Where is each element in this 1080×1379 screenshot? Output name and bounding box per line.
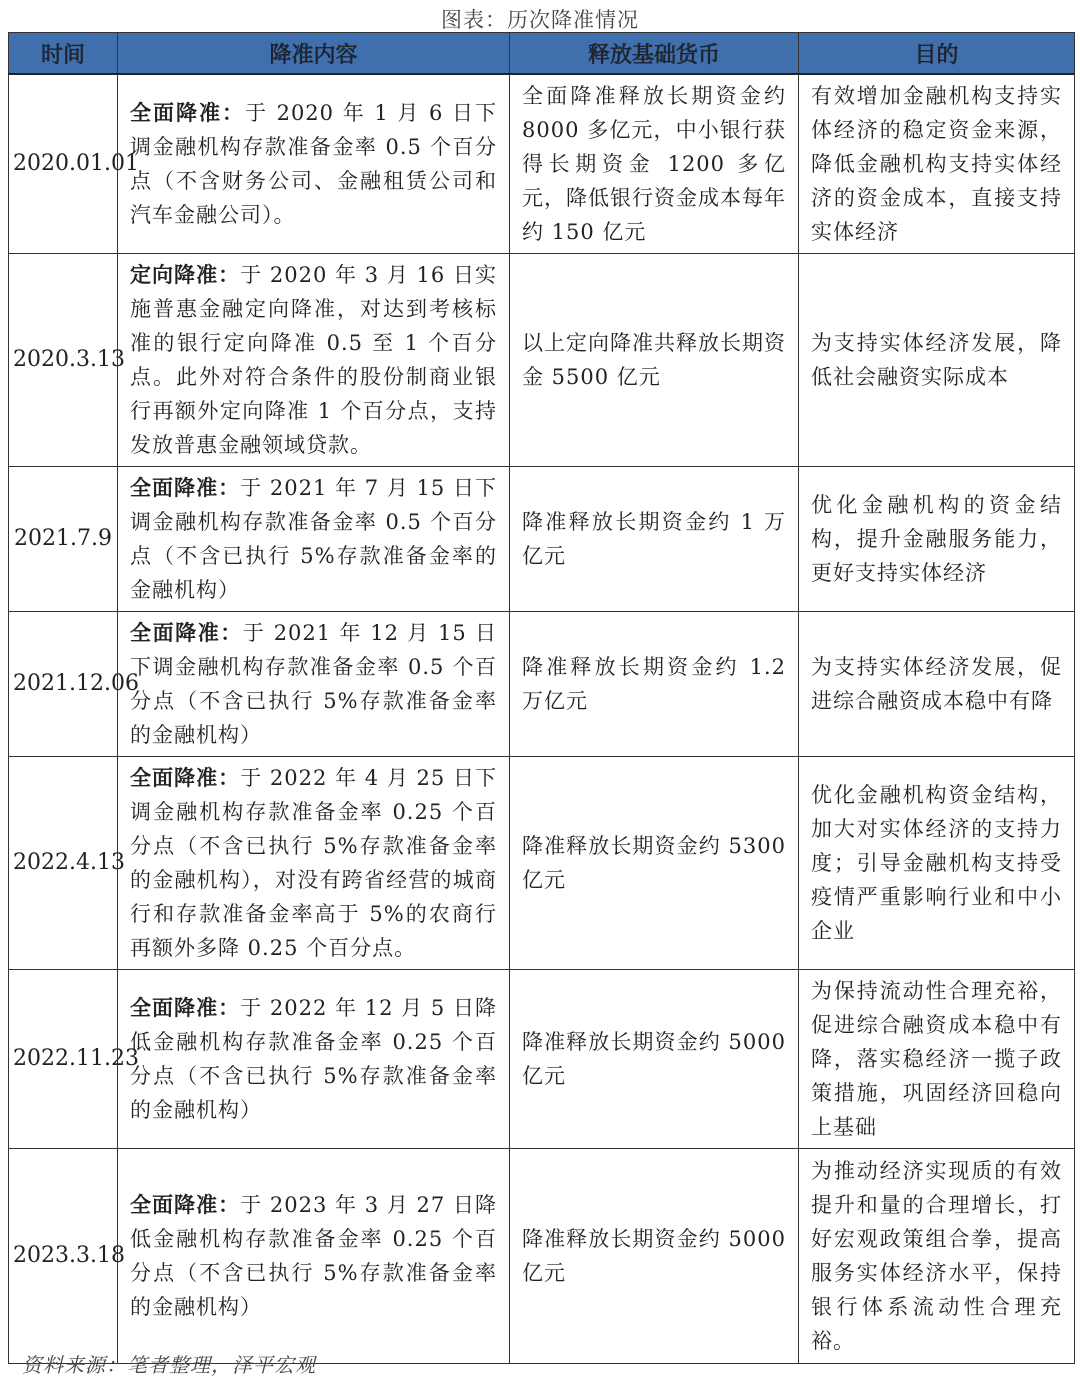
- cut-type-label: 定向降准：: [130, 262, 241, 287]
- cut-type-label: 全面降准：: [130, 100, 245, 125]
- cell-release: 降准释放长期资金约 5300 亿元: [510, 757, 799, 970]
- cut-type-label: 全面降准：: [130, 995, 241, 1020]
- cell-date: 2021.7.9: [9, 467, 118, 612]
- cell-date: 2022.11.23: [9, 970, 118, 1149]
- cell-release: 全面降准释放长期资金约 8000 多亿元，中小银行获得长期资金 1200 多亿元，降低银行资金成本每年约 150 亿元: [510, 74, 799, 254]
- cell-date: 2023.3.18: [9, 1149, 118, 1364]
- cell-release: 降准释放长期资金约 1.2 万亿元: [510, 612, 799, 757]
- table-row: [9, 757, 1075, 970]
- cell-release: 降准释放长期资金约 5000 亿元: [510, 1149, 799, 1364]
- source-note: 资料来源：笔者整理，泽平宏观: [22, 1353, 316, 1377]
- table-caption: 图表：历次降准情况: [441, 8, 639, 32]
- header-row: [9, 33, 1075, 75]
- cut-type-label: 全面降准：: [130, 765, 241, 790]
- cut-type-label: 全面降准：: [130, 620, 243, 645]
- cell-purpose: 为支持实体经济发展，促进综合融资成本稳中有降: [799, 612, 1075, 757]
- cut-type-label: 全面降准：: [130, 475, 241, 500]
- cell-purpose: 为支持实体经济发展，降低社会融资实际成本: [799, 254, 1075, 467]
- cell-content: [118, 467, 510, 612]
- cut-detail: 于 2020 年 3 月 16 日实施普惠金融定向降准，对达到考核标准的银行定向降准 0.5 至 1 个百分点。此外对符合条件的股份制商业银行再额外定向降准 1 个百分点，支持发放普惠金融领域贷款。: [130, 263, 497, 457]
- cell-content: [118, 612, 510, 757]
- cell-date: 2020.3.13: [9, 254, 118, 467]
- header-purpose: 目的: [799, 33, 1075, 75]
- table-row: [9, 1149, 1075, 1364]
- header-content: 降准内容: [118, 33, 510, 75]
- cell-purpose: 优化金融机构的资金结构，提升金融服务能力，更好支持实体经济: [799, 467, 1075, 612]
- cell-date: 2021.12.06: [9, 612, 118, 757]
- cell-content: [118, 254, 510, 467]
- cell-content: [118, 74, 510, 254]
- rrr-cut-history-table: [8, 32, 1075, 1364]
- cell-date: 2022.4.13: [9, 757, 118, 970]
- cell-release: 降准释放长期资金约 1 万亿元: [510, 467, 799, 612]
- cell-purpose: 有效增加金融机构支持实体经济的稳定资金来源，降低金融机构支持实体经济的资金成本，直接支持实体经济: [799, 74, 1075, 254]
- cut-detail: 于 2020 年 1 月 6 日下调金融机构存款准备金率 0.5 个百分点（不含财务公司、金融租赁公司和汽车金融公司）。: [130, 101, 498, 227]
- cell-purpose: 为推动经济实现质的有效提升和量的合理增长，打好宏观政策组合拳，提高服务实体经济水平，保持银行体系流动性合理充裕。: [799, 1149, 1075, 1364]
- cut-detail: 于 2021 年 12 月 15 日下调金融机构存款准备金率 0.5 个百分点（不含已执行 5%存款准备金率的金融机构）: [130, 621, 497, 747]
- header-time: 时间: [9, 33, 118, 75]
- table-row: [9, 612, 1075, 757]
- cell-content: [118, 1149, 510, 1364]
- header-release: 释放基础货币: [510, 33, 799, 75]
- cell-content: [118, 757, 510, 970]
- table-row: [9, 254, 1075, 467]
- table-row: [9, 467, 1075, 612]
- cut-type-label: 全面降准：: [130, 1192, 241, 1217]
- cut-detail: 于 2023 年 3 月 27 日降低金融机构存款准备金率 0.25 个百分点（不含已执行 5%存款准备金率的金融机构）: [130, 1193, 497, 1319]
- table-row: [9, 74, 1075, 254]
- cell-release: 降准释放长期资金约 5000 亿元: [510, 970, 799, 1149]
- cell-content: [118, 970, 510, 1149]
- cell-purpose: 优化金融机构资金结构，加大对实体经济的支持力度；引导金融机构支持受疫情严重影响行业和中小企业: [799, 757, 1075, 970]
- cut-detail: 于 2021 年 7 月 15 日下调金融机构存款准备金率 0.5 个百分点（不含已执行 5%存款准备金率的金融机构）: [130, 476, 497, 602]
- cut-detail: 于 2022 年 12 月 5 日降低金融机构存款准备金率 0.25 个百分点（不含已执行 5%存款准备金率的金融机构）: [130, 996, 497, 1122]
- cut-detail: 于 2022 年 4 月 25 日下调金融机构存款准备金率 0.25 个百分点（不含已执行 5%存款准备金率的金融机构），对没有跨省经营的城商行和存款准备金率高于 5%的农商行再额外多降 0.25 个百分点。: [130, 766, 497, 960]
- cell-purpose: 为保持流动性合理充裕，促进综合融资成本稳中有降，落实稳经济一揽子政策措施，巩固经济回稳向上基础: [799, 970, 1075, 1149]
- cell-date: 2020.01.01: [9, 74, 118, 254]
- cell-release: 以上定向降准共释放长期资金 5500 亿元: [510, 254, 799, 467]
- table-row: [9, 970, 1075, 1149]
